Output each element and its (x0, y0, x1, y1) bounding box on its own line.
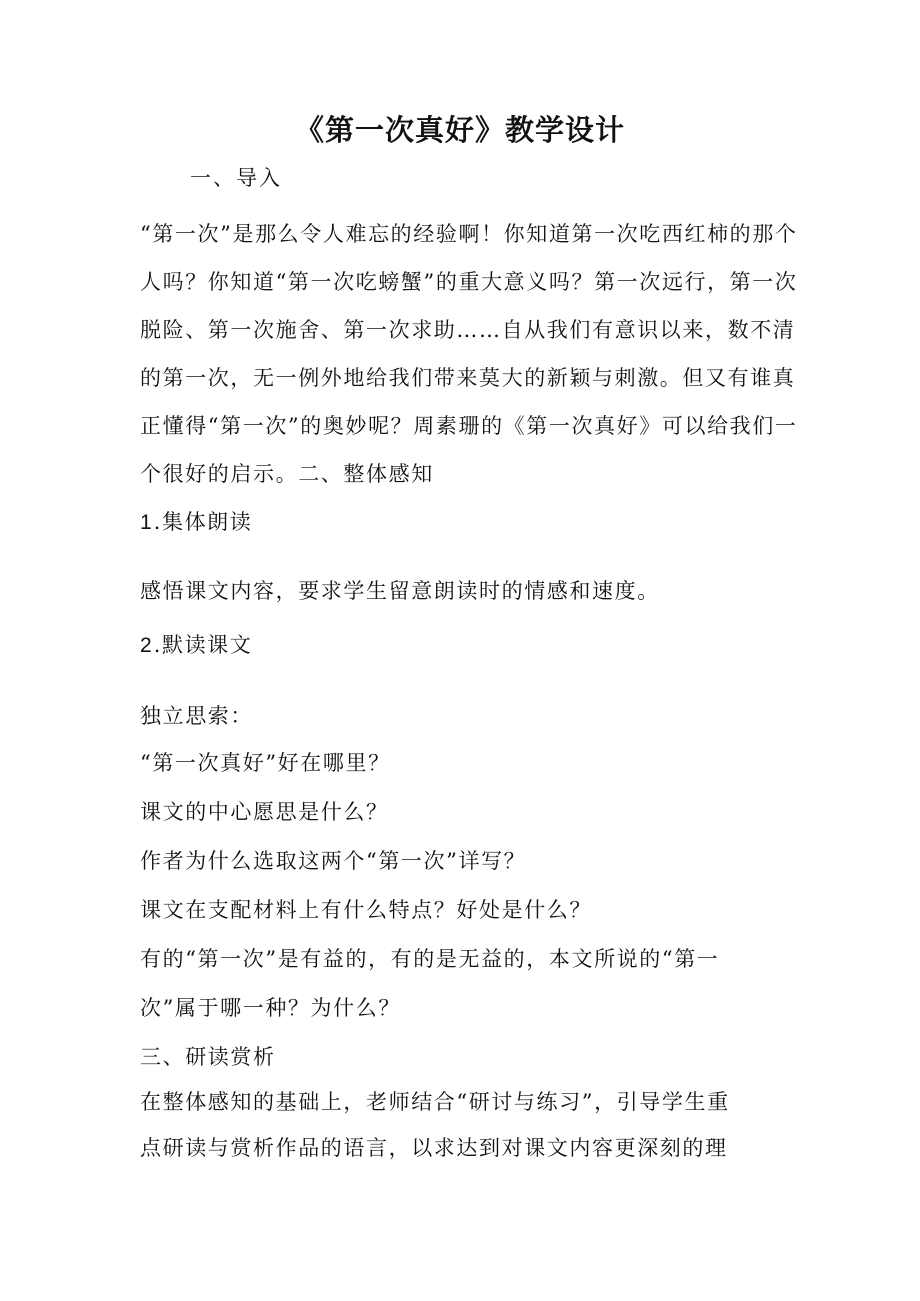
item-2-number: 2 (140, 634, 154, 657)
intro-paragraph: “第一次”是那么令人难忘的经验啊！你知道第一次吃西红柿的那个人吗？你知道“第一次吃螃蟹”的重大意义吗？第一次远行，第一次脱险、第一次施舍、第一次求助……自从我们有意识以来，数不清的第一次，无一例外地给我们带来莫大的新颖与刺激。但又有谁真正懂得“第一次”的奥妙呢？周素珊的《第一次真好》可以给我们一个很好的启示。二、整体感知 (140, 222, 798, 486)
item-1-label: .集体朗读 (153, 510, 253, 534)
independent-thinking-label: 独立思索： (140, 704, 253, 728)
question-item: “第一次真好”好在哪里？ (140, 751, 391, 775)
item-2-heading (140, 628, 252, 663)
section-heading-intro: 一、导入 (190, 166, 282, 190)
question-item: 作者为什么选取这两个“第一次”详写？ (140, 849, 527, 873)
analysis-paragraph-line: 点研读与赏析作品的语言，以求达到对课文内容更深刻的理 (140, 1136, 728, 1160)
question-item: 有的“第一次”是有益的，有的是无益的，本文所说的“第一 (140, 947, 720, 971)
question-item: 次”属于哪一种？为什么？ (140, 996, 401, 1020)
question-item: 课文的中心愿思是什么？ (140, 800, 389, 824)
item-1-description: 感悟课文内容，要求学生留意朗读时的情感和速度。 (140, 579, 660, 603)
item-2-label: .默读课文 (153, 633, 253, 657)
analysis-paragraph-line: 在整体感知的基础上，老师结合“研讨与练习”，引导学生重 (140, 1090, 730, 1114)
section-heading-analysis: 三、研读赏析 (140, 1045, 276, 1069)
item-1-heading (140, 505, 252, 540)
item-1-number: 1 (140, 511, 154, 534)
question-item: 课文在支配材料上有什么特点？好处是什么？ (140, 898, 592, 922)
document-title: 《第一次真好》教学设计 (294, 113, 625, 147)
